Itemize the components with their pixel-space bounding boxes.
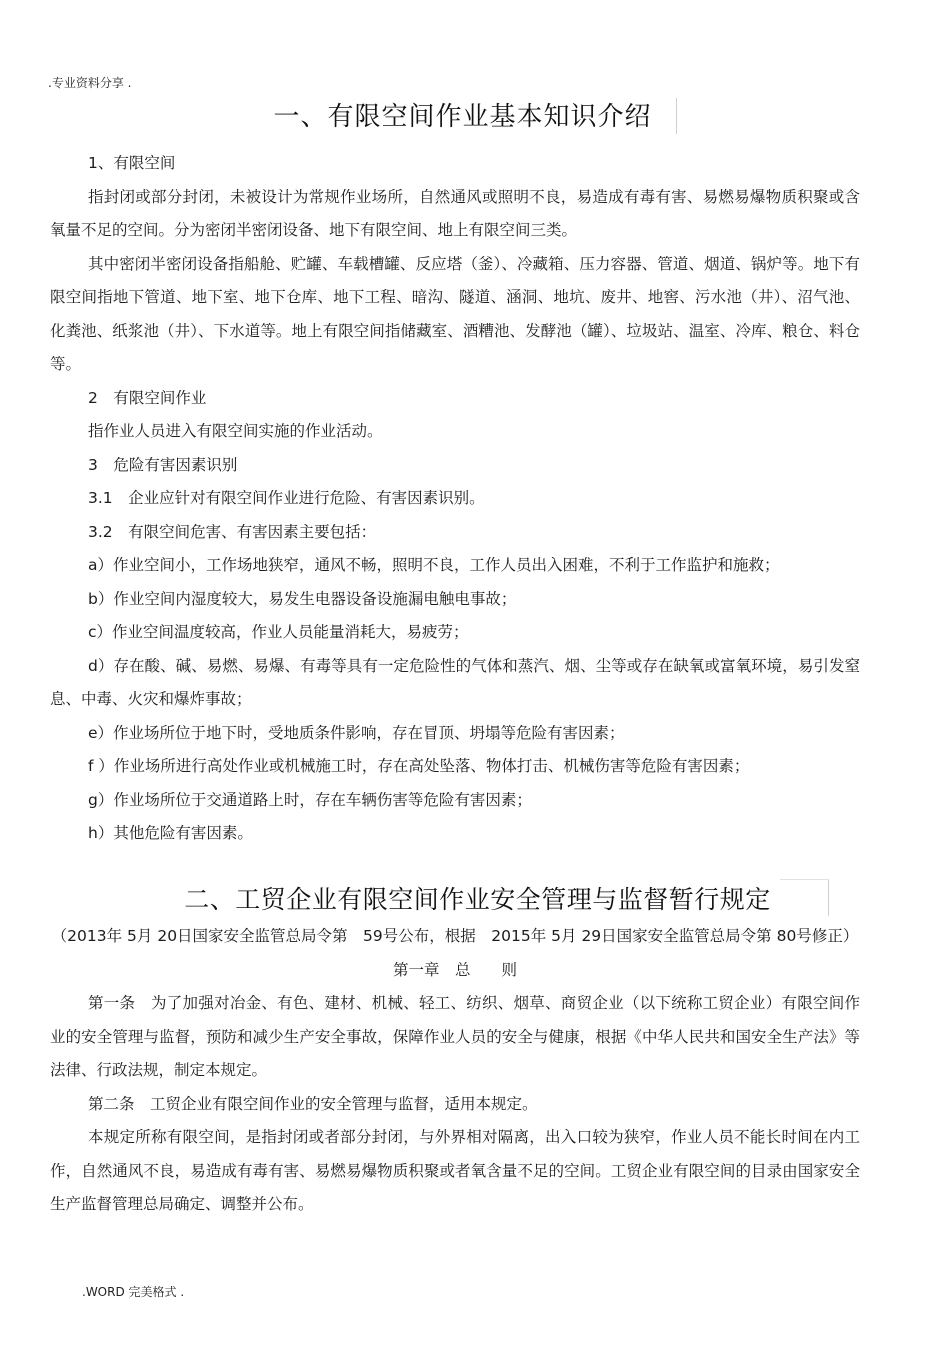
paragraph: 2 有限空间作业 [88,388,207,407]
list-item: g）作业场所位于交通道路上时，存在车辆伤害等危险有害因素； [88,790,532,809]
section1-title: 一、有限空间作业基本知识介绍 [273,102,652,132]
page-footer: .WORD 完美格式 . [82,1285,185,1299]
list-item: f ）作业场所进行高处作业或机械施工时，存在高处坠落、物体打击、机械伤害等危险有害因素； [88,757,750,775]
paragraph: 第二条 工贸企业有限空间作业的安全管理与监督，适用本规定。 [88,1094,538,1113]
paragraph: 本规定所称有限空间，是指封闭或者部分封闭，与外界相对隔离，出入口较为狭窄，作业人员不能长时间在内工作，自然通风不良，易造成有毒有害、易燃易爆物质积聚或者氧含量不足的空间。工贸企业有限空间的目录由国家安全生产监督管理总局确定、调整并公布。 [50,1128,860,1213]
paragraph: 3.2 有限空间危害、有害因素主要包括： [88,522,377,541]
list-item: c）作业空间温度较高，作业人员能量消耗大，易疲劳； [88,623,469,641]
list-item: d）存在酸、碱、易燃、易爆、有毒等具有一定危险性的气体和蒸汽、烟、尘等或存在缺氧或富氧环境，易引发窒息、中毒、火灾和爆炸事故； [50,656,860,708]
section1-body [50,147,860,851]
page-header: .专业资料分享 . [48,76,132,90]
section2-title: 二、工贸企业有限空间作业安全管理与监督暂行规定 [184,885,771,914]
list-item: e）作业场所位于地下时，受地质条件影响，存在冒顶、坍塌等危险有害因素； [88,723,625,742]
list-item: b）作业空间内湿度较大，易发生电器设备设施漏电触电事故； [88,589,517,608]
chapter-heading: 第一章 总 则 [392,960,517,979]
title-divider [676,98,677,134]
list-item: a）作业空间小，工作场地狭窄，通风不畅，照明不良，工作人员出入困难，不利于工作监护和施救； [88,556,780,574]
paragraph: 其中密闭半密闭设备指船舱、贮罐、车载槽罐、反应塔（釜）、冷藏箱、压力容器、管道、烟道、锅炉等。地下有限空间指地下管道、地下室、地下仓库、地下工程、暗沟、隧道、涵洞、地坑、废井、地窖、污水池（井）、沼气池、化粪池、纸浆池（井）、下水道等。地上有限空间指储藏室、酒糟池、发酵池（罐）、垃圾站、温室、冷库、粮仓、料仓等。 [50,254,860,373]
paragraph: 指作业人员进入有限空间实施的作业活动。 [88,422,383,440]
paragraph: 3 危险有害因素识别 [88,455,238,474]
list-item: h）其他危险有害因素。 [88,824,253,842]
paragraph: 1、有限空间 [88,154,176,172]
paragraph: 第一条 为了加强对冶金、有色、建材、机械、轻工、纺织、烟草、商贸企业（以下统称工贸企业）有限空间作业的安全管理与监督，预防和减少生产安全事故，保障作业人员的安全与健康，根据《中华人民共和国安全生产法》等法律、行政法规，制定本规定。 [50,994,860,1079]
paragraph: 3.1 企业应针对有限空间作业进行危险、有害因素识别。 [88,489,485,507]
paragraph: 指封闭或部分封闭，未被设计为常规作业场所，自然通风或照明不良，易造成有毒有害、易燃易爆物质积聚或含氧量不足的空间。分为密闭半密闭设备、地下有限空间、地上有限空间三类。 [50,187,860,239]
section2-body [50,920,860,1222]
title-divider [828,880,829,916]
regulation-subtitle: （2013年 5月 20日国家安全监管总局令第 59号公布，根据 2015年 5月 29日国家安全监管总局令第 80号修正） [51,927,859,945]
